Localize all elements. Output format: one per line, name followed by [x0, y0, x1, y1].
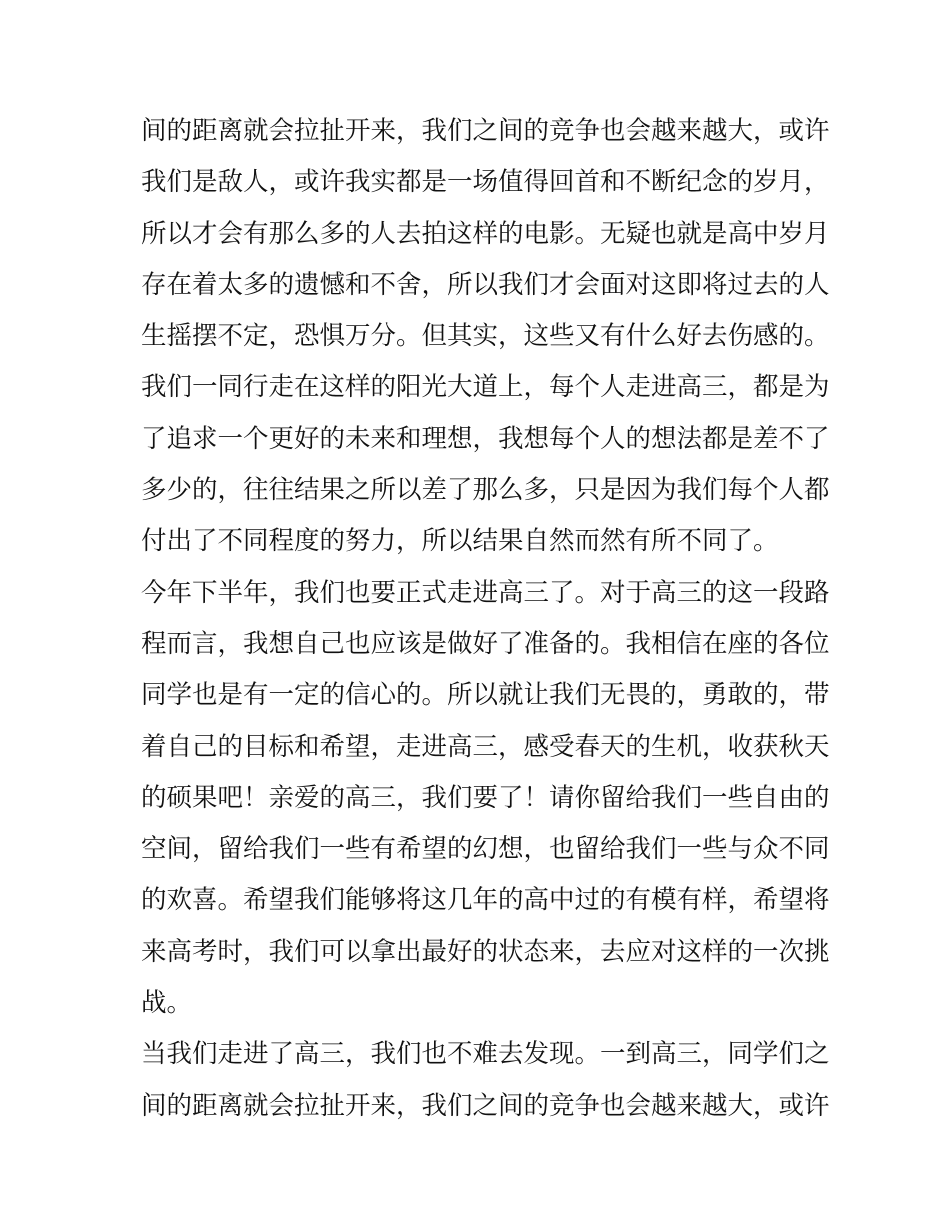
text-line: 所以才会有那么多的人去拍这样的电影。无疑也就是高中岁月	[141, 218, 830, 249]
text-line: 当我们走进了高三，我们也不难去发现。一到高三，同学们之	[141, 1039, 830, 1070]
text-line: 我们是敌人，或许我实都是一场值得回首和不断纪念的岁月，	[141, 167, 830, 198]
text-line: 同学也是有一定的信心的。所以就让我们无畏的，勇敢的，带	[141, 680, 830, 711]
text-line: 存在着太多的遗憾和不舍，所以我们才会面对这即将过去的人	[141, 269, 830, 300]
text-line: 生摇摆不定，恐惧万分。但其实，这些又有什么好去伤感的。	[141, 321, 830, 352]
text-line: 我们一同行走在这样的阳光大道上，每个人走进高三，都是为	[141, 372, 830, 403]
text-line: 间的距离就会拉扯开来，我们之间的竞争也会越来越大，或许	[141, 1090, 830, 1121]
text-line: 了追求一个更好的未来和理想，我想每个人的想法都是差不了	[141, 423, 830, 454]
text-line: 程而言，我想自己也应该是做好了准备的。我相信在座的各位	[141, 628, 830, 659]
text-line: 付出了不同程度的努力，所以结果自然而然有所不同了。	[141, 526, 779, 557]
text-line: 的硕果吧！亲爱的高三，我们要了！请你留给我们一些自由的	[141, 782, 830, 813]
text-line: 的欢喜。希望我们能够将这几年的高中过的有模有样，希望将	[141, 885, 830, 916]
document-body	[141, 106, 830, 1132]
text-line: 空间，留给我们一些有希望的幻想，也留给我们一些与众不同	[141, 834, 830, 865]
text-line: 着自己的目标和希望，走进高三，感受春天的生机，收获秋天	[141, 731, 830, 762]
text-line: 来高考时，我们可以拿出最好的状态来，去应对这样的一次挑	[141, 936, 830, 967]
text-line: 间的距离就会拉扯开来，我们之间的竞争也会越来越大，或许	[141, 116, 830, 146]
text-line: 今年下半年，我们也要正式走进高三了。对于高三的这一段路	[141, 577, 830, 608]
text-line: 多少的，往往结果之所以差了那么多，只是因为我们每个人都	[141, 475, 830, 506]
text-line: 战。	[141, 988, 193, 1019]
